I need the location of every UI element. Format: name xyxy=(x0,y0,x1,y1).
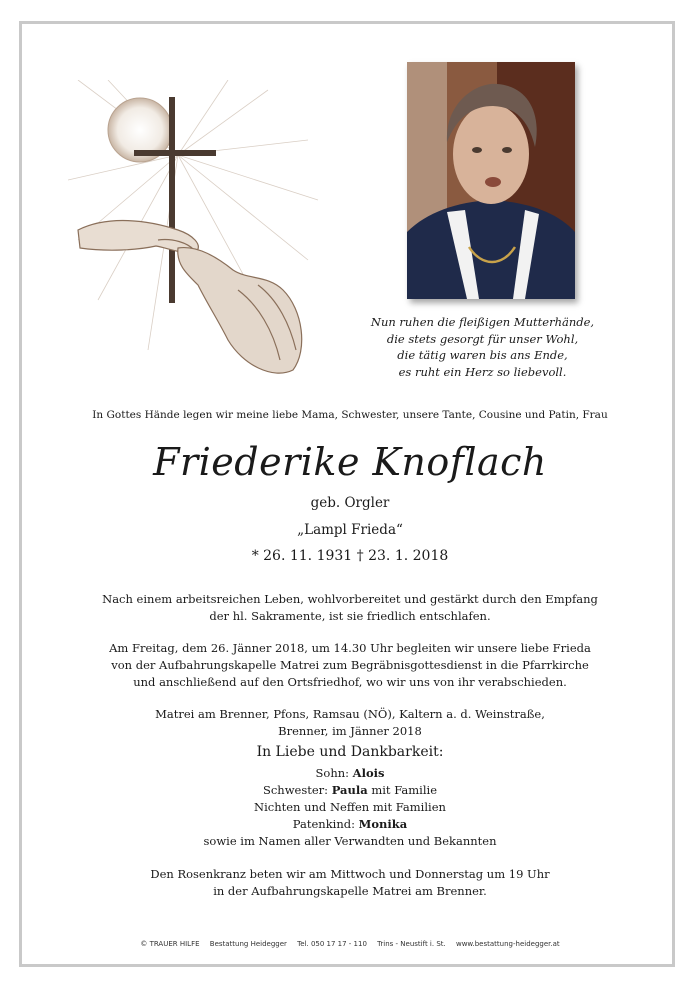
death-paragraph xyxy=(60,591,640,625)
poem-line: Nun ruhen die fleißigen Mutterhände, xyxy=(370,315,595,329)
footer-phone: Tel. 050 17 17 - 110 xyxy=(297,940,367,948)
paragraph-line: Matrei am Brenner, Pfons, Ramsau (NÖ), Kaltern a. d. Weinstraße, xyxy=(155,707,545,721)
places-paragraph xyxy=(60,706,640,740)
paragraph-line: der hl. Sakramente, ist sie friedlich entschlafen. xyxy=(209,609,491,623)
godchild-label: Patenkind: xyxy=(292,817,355,831)
sister-suffix: mit Familie xyxy=(371,783,438,797)
deceased-name: Friederike Knoflach xyxy=(153,440,547,484)
paragraph-line: Brenner, im Jänner 2018 xyxy=(278,724,422,738)
family-son xyxy=(0,765,700,782)
cross-hands-illustration xyxy=(68,80,348,380)
paragraph-line: und anschließend auf den Ortsfriedhof, wo wir uns von ihr verabschieden. xyxy=(133,675,567,689)
paragraph-line: Den Rosenkranz beten wir am Mittwoch und Donnerstag um 19 Uhr xyxy=(150,867,550,881)
poem xyxy=(355,314,610,380)
paragraph-line: von der Aufbahrungskapelle Matrei zum Begräbnisgottesdienst in die Pfarrkirche xyxy=(111,658,589,672)
rosary-paragraph xyxy=(60,866,640,900)
footer-company: Bestattung Heidegger xyxy=(209,940,287,948)
godchild-name: Monika xyxy=(358,817,408,831)
birth-name: geb. Orgler xyxy=(310,495,390,511)
poem-line: die stets gesorgt für unser Wohl, xyxy=(386,331,579,346)
footer-logo: © TRAUER HILFE xyxy=(140,940,200,948)
hand-right xyxy=(178,248,302,374)
thanks-title: In Liebe und Dankbarkeit: xyxy=(256,744,444,760)
paragraph-line: Nach einem arbeitsreichen Leben, wohlvorbereitet und gestärkt durch den Empfang xyxy=(102,592,598,606)
paragraph-line: in der Aufbahrungskapelle Matrei am Brenner. xyxy=(213,884,487,898)
intro-text: In Gottes Hände legen wir meine liebe Mama, Schwester, unsere Tante, Cousine und Patin, Frau xyxy=(92,409,608,421)
family-list xyxy=(0,765,700,850)
life-dates xyxy=(0,548,700,564)
family-nieces: Nichten und Neffen mit Familien xyxy=(254,800,446,814)
funeral-paragraph xyxy=(60,640,640,691)
son-label: Sohn: xyxy=(315,766,350,780)
poem-line: es ruht ein Herz so liebevoll. xyxy=(398,364,567,379)
footer-website[interactable]: www.bestattung-heidegger.at xyxy=(455,940,560,948)
nickname: „Lampl Frieda“ xyxy=(297,522,403,538)
sister-name: Paula xyxy=(331,783,368,797)
family-godchild xyxy=(0,816,700,833)
family-sister xyxy=(0,782,700,799)
poem-line: die tätig waren bis ans Ende, xyxy=(397,348,568,362)
portrait-photo xyxy=(407,62,575,299)
death-date: † 23. 1. 2018 xyxy=(356,548,449,564)
son-name: Alois xyxy=(352,766,385,780)
family-others: sowie im Namen aller Verwandten und Bekannten xyxy=(203,834,497,848)
footer-address: Trins - Neustift i. St. xyxy=(377,940,446,948)
birth-date: * 26. 11. 1931 xyxy=(251,548,353,564)
paragraph-line: Am Freitag, dem 26. Jänner 2018, um 14.30 Uhr begleiten wir unsere liebe Frieda xyxy=(109,641,591,655)
sister-label: Schwester: xyxy=(262,783,329,797)
footer xyxy=(0,940,700,948)
